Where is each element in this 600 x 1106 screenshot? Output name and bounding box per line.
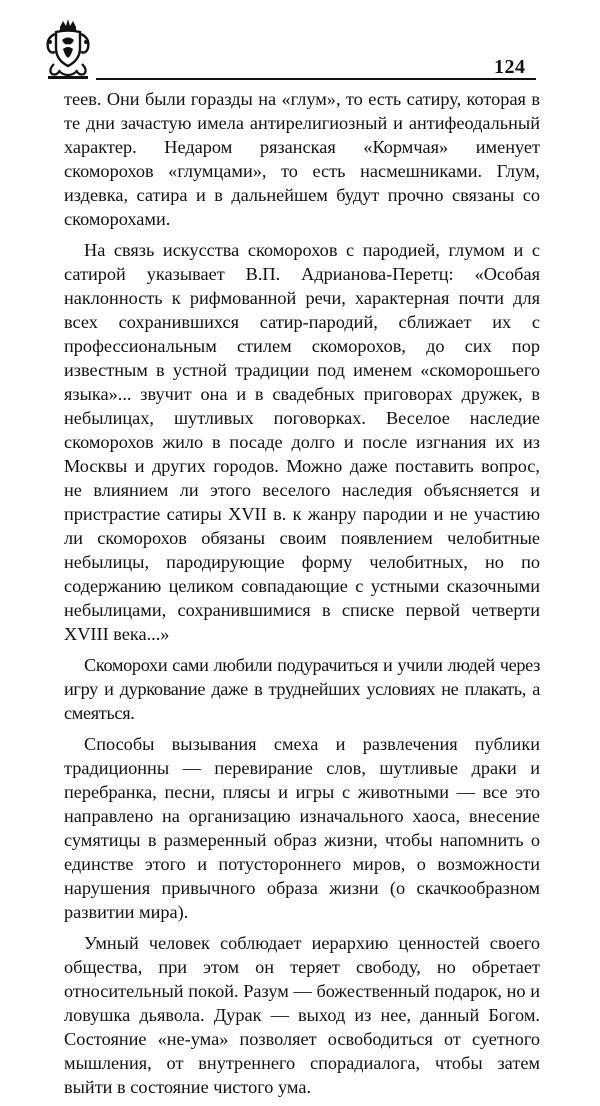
paragraph-2: На связь искусства скоморохов с пародией, глумом и с сатирой указывает В.П. Адрианова-Перетц: «Особая наклонность к рифмованной речи, характерная почти для всех сохранившихся сатир-пародий, сближает их с профессиональным стилем скоморохов, до сих пор известным в устной традиции под именем «скоморошьего языка»... звучит она и в свадебных приговорах дружек, в небылицах, шутливых поговорках. Веселое наследие скоморохов жило в посаде долго и после изгнания их из Москвы и других городов. Можно даже поставить вопрос, не влиянием ли этого веселого наследия объясняется и пристрастие сатиры XVII в. к жанру пародии и не участию ли скоморохов обязаны своим появлением челобитные небылицы, пародирующие форму челобитных, но по содержанию целиком совпадающие с устными сказочными небылицами, сохранившимися в списке первой четверти XVIII века...» xyxy=(64,240,540,644)
paragraph-1: теев. Они были горазды на «глум», то есть сатиру, которая в те дни зачастую имела антирелигиозный и антифеодальный характер. Недаром рязанская «Кормчая» именует скоморохов «глумцами», то есть насмешниками. Глум, издевка, сатира и в дальнейшем будут прочно связаны со скоморохами. xyxy=(64,89,540,229)
paragraph-3: Скоморохи сами любили подурачиться и учили людей через игру и дуркование даже в труднейших условиях не плакать, а смеяться. xyxy=(64,655,540,723)
header-rule xyxy=(96,78,536,80)
paragraph-5: Умный человек соблюдает иерархию ценностей своего общества, при этом он теряет свободу, но обретает относительный покой. Разум — божественный подарок, но и ловушка дьявола. Дурак — выход из нее, данный Богом. Состояние «не-ума» позволяет освободиться от суетного мышления, от внутреннего спорадиалога, чтобы затем выйти в состояние чистого ума. xyxy=(64,933,540,1097)
body-text xyxy=(64,87,540,1106)
decorative-crest-icon xyxy=(44,18,92,80)
page-number: 124 xyxy=(494,56,526,78)
paragraph-4: Способы вызывания смеха и развлечения публики традиционны — перевирание слов, шутливые драки и перебранка, песни, плясы и игры с животными — все это направлено на организацию изначального хаоса, внесение сумятицы в размеренный образ жизни, чтобы напомнить о единстве этого и потустороннего миров, о возможности нарушения привычного образа жизни (о скачкообразном развитии мира). xyxy=(64,734,540,922)
